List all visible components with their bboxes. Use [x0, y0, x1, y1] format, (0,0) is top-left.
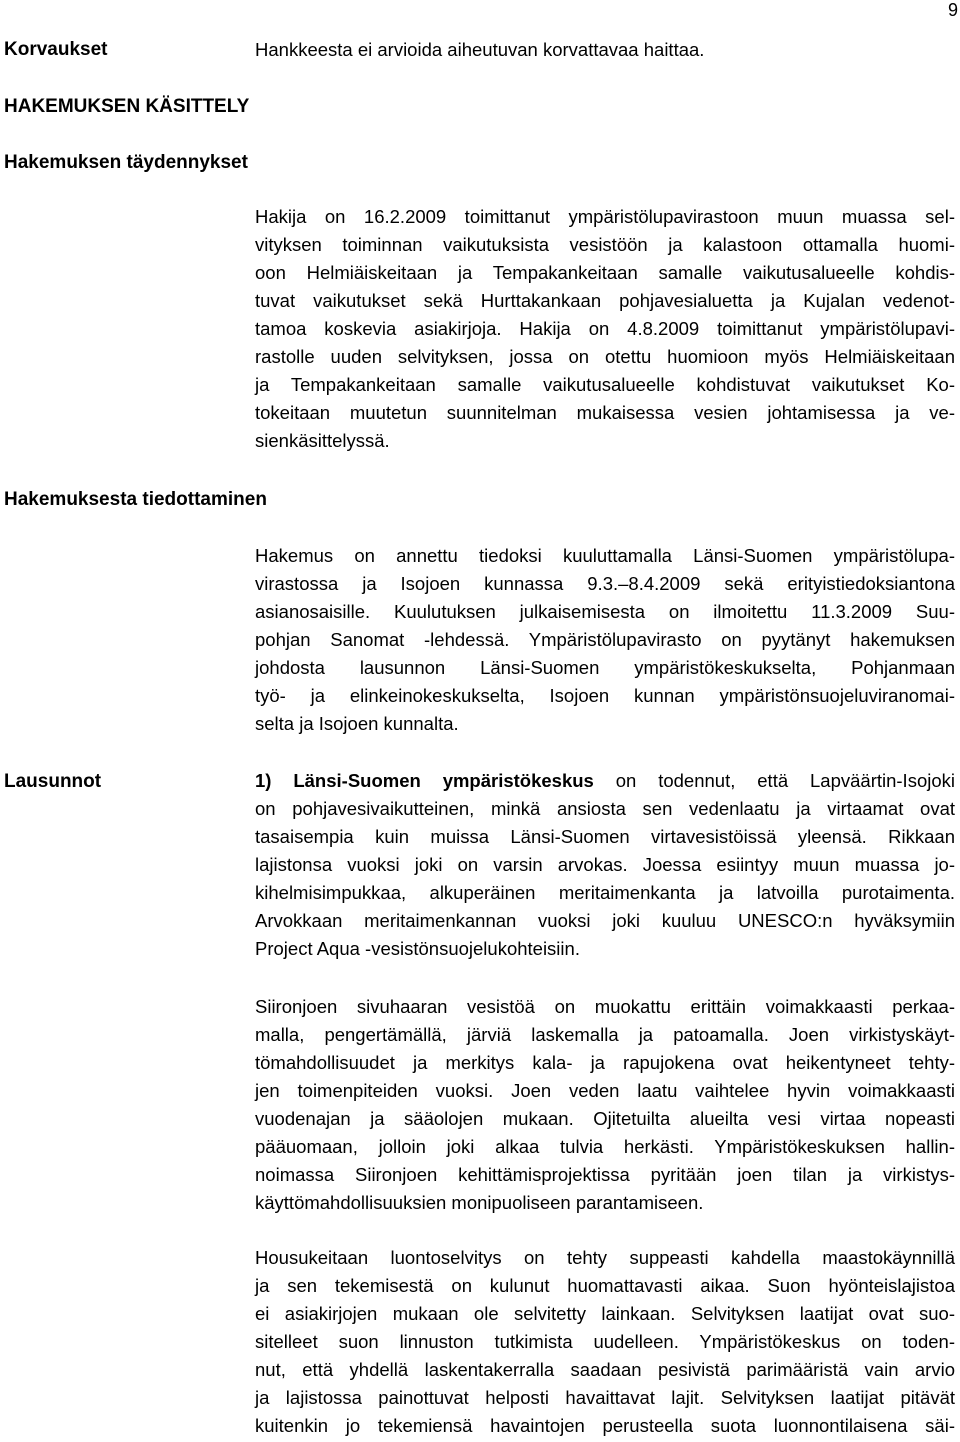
text-line: Arvokkaan meritaimenkannan vuoksi joki kuuluu UNESCO:n hyväksymiin [255, 910, 955, 931]
text-line: Siironjoen sivuhaaran vesistöä on muokattu erittäin voimakkaasti perkaa- [255, 996, 955, 1017]
text-line: pohjan Sanomat -lehdessä. Ympäristölupavirasto on pyytänyt hakemuksen [255, 629, 955, 650]
text-line: kihelmisimpukkaa, alkuperäinen meritaimenkanta ja latvoilla purotaimenta. [255, 882, 955, 903]
text-line: malla, pengertämällä, järviä laskemalla ja patoamalla. Joen virkistyskäyt- [255, 1024, 955, 1045]
lausunnot-paragraph-2 [255, 993, 955, 1217]
lausunnot-p1-bold-lead: 1) Länsi-Suomen ympäristökeskus [255, 770, 594, 791]
text-line: noimassa Siironjoen kehittämisprojektissa pyritään joen tilan ja virkistys- [255, 1164, 955, 1185]
lausunnot-paragraph-3 [255, 1244, 955, 1440]
lausunnot-paragraph-1 [255, 767, 955, 963]
text-line: Housukeitaan luontoselvitys on tehty suppeasti kahdella maastokäynnillä [255, 1247, 955, 1268]
text-line: ja sen tekemisestä on kulunut huomattavasti aikaa. Suon hyönteislajistoa [255, 1275, 955, 1296]
text-line: työ- ja elinkeinokeskukselta, Isojoen kunnan ympäristönsuojeluviranomai- [255, 685, 955, 706]
text-line: rastolle uuden selvityksen, jossa on otettu huomioon myös Helmiäiskeitaan [255, 346, 955, 367]
text-line: ja lajistossa painottuvat helposti havaittavat lajit. Selvityksen laatijat pitävät [255, 1387, 955, 1408]
text-line: kuitenkin jo tekemiensä havaintojen perusteella suota luonnontilaisena säi- [255, 1415, 955, 1436]
page-number: 9 [947, 0, 958, 20]
text-line: lajistonsa vuoksi joki on varsin arvokas. Joessa esiintyy muun muassa jo- [255, 854, 955, 875]
text-line: käyttömahdollisuuksien monipuoliseen parantamiseen. [255, 1192, 704, 1213]
text-line: Hakemus on annettu tiedoksi kuuluttamalla Länsi-Suomen ympäristölupa- [255, 545, 955, 566]
text-line: selta ja Isojoen kunnalta. [255, 713, 459, 734]
text-line: pääuomaan, jolloin joki alkaa tulvia herkästi. Ympäristökeskuksen hallin- [255, 1136, 955, 1157]
main-heading: HAKEMUKSEN KÄSITTELY [4, 96, 250, 117]
text-line: tamoa koskevia asiakirjoja. Hakija on 4.8.2009 toimittanut ympäristölupavi- [255, 318, 955, 339]
text-line: tömahdollisuudet ja merkitys kala- ja rapujokena ovat heikentyneet tehty- [255, 1052, 955, 1073]
text-line: Hakija on 16.2.2009 toimittanut ympäristölupavirastoon muun muassa sel- [255, 206, 955, 227]
text-line: Project Aqua -vesistönsuojelukohteisiin. [255, 938, 580, 959]
text-line: virastossa ja Isojoen kunnassa 9.3.–8.4.2009 sekä erityistiedoksiantona [255, 573, 955, 594]
taydennykset-paragraph [255, 203, 955, 455]
tiedottaminen-paragraph [255, 542, 955, 738]
section-label-taydennykset: Hakemuksen täydennykset [4, 152, 248, 173]
lausunnot-p1-first-rest: on todennut, että Lapväärtin-Isojoki [593, 770, 955, 791]
text-line: vuodenajan ja sääolojen mukaan. Ojitetuilta alueilta vesi virtaa nopeasti [255, 1108, 955, 1129]
lausunnot-p1-first-line [255, 767, 955, 795]
text-line: tuvat vaikutukset sekä Hurttakankaan pohjavesialuetta ja Kujalan vedenot- [255, 290, 955, 311]
text-line: asianosaisille. Kuulutuksen julkaisemisesta on ilmoitettu 11.3.2009 Suu- [255, 601, 955, 622]
section-label-lausunnot: Lausunnot [4, 771, 102, 792]
text-line: tokeitaan muutetun suunnitelman mukaisessa vesien johtamisessa ja ve- [255, 402, 955, 423]
text-line: ei asiakirjojen mukaan ole selvitetty lainkaan. Selvityksen laatijat ovat suo- [255, 1303, 955, 1324]
text-line: sitelleet suon linnuston tutkimista uudelleen. Ympäristökeskus on toden- [255, 1331, 955, 1352]
text-line: ja Tempakankeitaan samalle vaikutusalueelle kohdistuvat vaikutukset Ko- [255, 374, 955, 395]
text-line: vityksen toiminnan vaikutuksista vesistöön ja kalastoon ottamalla huomi- [255, 234, 955, 255]
text-line: sienkäsittelyssä. [255, 430, 390, 451]
text-line: johdosta lausunnon Länsi-Suomen ympäristökeskukselta, Pohjanmaan [255, 657, 955, 678]
section-label-tiedottaminen: Hakemuksesta tiedottaminen [4, 489, 267, 510]
text-line: nut, että yhdellä laskentakerralla saadaan pesivistä parimääristä vain arvio [255, 1359, 955, 1380]
korvaukset-text: Hankkeesta ei arvioida aiheutuvan korvattavaa haittaa. [255, 39, 705, 60]
text-line: tasaisempia kuin muissa Länsi-Suomen virtavesistöissä yleensä. Rikkaan [255, 826, 955, 847]
section-label-korvaukset: Korvaukset [4, 39, 108, 60]
text-line: on pohjavesivaikutteinen, minkä ansiosta sen vedenlaatu ja virtaamat ovat [255, 798, 955, 819]
text-line: oon Helmiäiskeitaan ja Tempakankeitaan samalle vaikutusalueelle kohdis- [255, 262, 955, 283]
text-line: jen toimenpiteiden vuoksi. Joen veden laatu vaihtelee hyvin voimakkaasti [255, 1080, 955, 1101]
